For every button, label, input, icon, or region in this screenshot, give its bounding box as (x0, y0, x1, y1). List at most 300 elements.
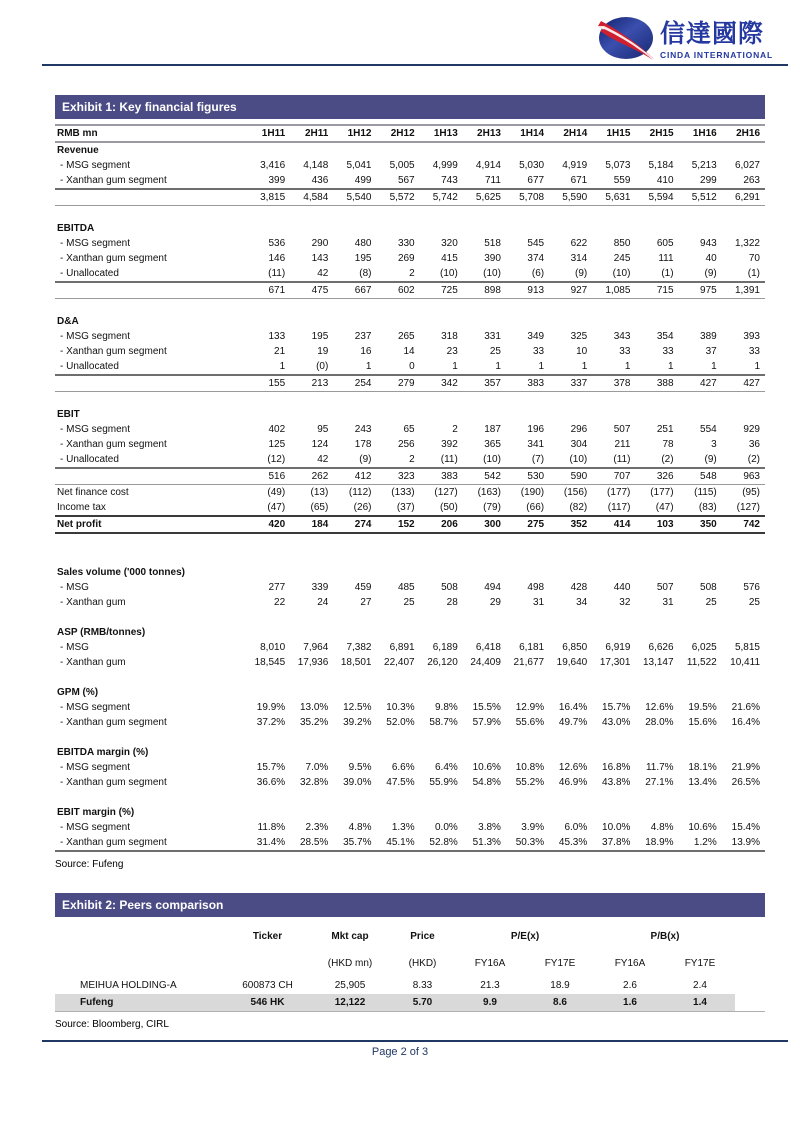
cell-value: 671 (247, 282, 290, 299)
cell-value (333, 745, 376, 760)
cinda-logo-icon (597, 15, 655, 66)
cell-value (506, 142, 549, 158)
cell-value (463, 142, 506, 158)
cell-value (290, 685, 333, 700)
cell-value: 1.2% (679, 835, 722, 851)
cell-value: 25 (489, 346, 501, 357)
cell-value (420, 142, 463, 158)
cell-value (722, 142, 765, 158)
row-label: - Xanthan gum (60, 597, 126, 608)
cell-value: 14 (403, 346, 415, 357)
cell-value: 42 (317, 454, 329, 465)
table-row (55, 835, 765, 851)
cell-value: 8,010 (260, 642, 286, 653)
cell-value: (117) (607, 502, 631, 513)
row-label: GPM (%) (57, 687, 99, 698)
cell-value: 28 (446, 597, 458, 608)
cell-value: 393 (743, 331, 760, 342)
cell-value: 237 (354, 331, 372, 342)
cell-value: 22 (274, 597, 286, 608)
cell-value: 508 (441, 582, 458, 593)
cell-value (635, 625, 678, 640)
cell-value: 1 (279, 361, 286, 372)
cell-value (376, 142, 419, 158)
cell-value: 51.3% (463, 835, 506, 851)
cell-value: 415 (441, 253, 458, 264)
cell-value: 26,120 (427, 657, 458, 668)
cell-value: 314 (570, 253, 588, 264)
cell-value: 671 (570, 175, 588, 186)
row-label: EBIT (57, 409, 80, 420)
peers-subheader-price-unit: (HKD) (408, 957, 437, 969)
cell-value (722, 805, 765, 820)
cell-value: 13.9% (722, 835, 765, 851)
cell-value: 341 (527, 439, 545, 450)
cell-value: (163) (477, 487, 501, 498)
cell-value (247, 407, 290, 422)
cell-value (679, 685, 722, 700)
exhibit1-table (55, 124, 765, 852)
cell-value: 354 (656, 331, 674, 342)
exhibit1-table-head (55, 125, 765, 142)
cell-value: 18.9% (635, 835, 678, 851)
row-label: - MSG (60, 642, 89, 653)
cell-value: 7,382 (346, 642, 372, 653)
peer-row (55, 994, 765, 1012)
row-label: ASP (RMB/tonnes) (57, 627, 146, 638)
cell-value: 58.7% (429, 717, 458, 728)
cell-value: 5,041 (346, 160, 372, 171)
cell-value (722, 314, 765, 329)
peer-pb17: 2.4 (693, 980, 707, 991)
row-label: - MSG segment (60, 702, 131, 713)
cell-value (679, 745, 722, 760)
cell-value: 323 (376, 468, 419, 485)
cell-value: 390 (484, 253, 501, 264)
cell-value: 622 (570, 238, 588, 249)
cell-value: (10) (612, 268, 631, 279)
cell-value: 133 (268, 331, 286, 342)
cell-value (549, 142, 592, 158)
table-row (55, 314, 765, 329)
row-label: - MSG segment (60, 331, 131, 342)
cell-value: 3 (711, 439, 717, 450)
row-label (55, 189, 247, 206)
cell-value: 6,626 (648, 642, 674, 653)
cell-value: 711 (484, 175, 501, 186)
table-row (55, 565, 765, 580)
cell-value (549, 314, 592, 329)
exhibit-1-source: Source: Fufeng (55, 859, 124, 870)
cell-value: 15.7% (256, 762, 286, 773)
cell-value: 350 (679, 516, 722, 533)
cell-value (376, 745, 419, 760)
cell-value: 11.8% (257, 822, 286, 833)
cell-value: (11) (613, 454, 631, 465)
cell-value: 195 (311, 331, 329, 342)
cell-value: 37.8% (592, 835, 635, 851)
cell-value: 743 (441, 175, 458, 186)
cell-value: 50.3% (506, 835, 549, 851)
cell-value: 29 (489, 597, 501, 608)
cell-value: 1.3% (391, 822, 415, 833)
exhibit-2 (55, 893, 765, 1030)
cell-value: (190) (520, 487, 545, 498)
table-row (55, 580, 765, 595)
cell-value: 2.3% (305, 822, 329, 833)
cell-value (247, 565, 290, 580)
cell-value (333, 625, 376, 640)
cell-value: 269 (397, 253, 415, 264)
cell-value (290, 625, 333, 640)
cell-value: 16.4% (731, 717, 760, 728)
cell-value: 1 (711, 361, 717, 372)
row-label: - Xanthan gum segment (55, 835, 247, 851)
row-label: D&A (57, 316, 79, 327)
peers-header-empty (55, 923, 225, 949)
cell-value: 507 (656, 582, 674, 593)
row-label: - Xanthan gum segment (60, 717, 167, 728)
table-row (55, 745, 765, 760)
cell-value: 10.3% (386, 702, 415, 713)
cell-value (592, 805, 635, 820)
cell-value: 43.8% (602, 777, 631, 788)
cell-value: (10) (483, 454, 501, 465)
cell-value (463, 221, 506, 236)
cell-value: 554 (700, 424, 717, 435)
cell-value: 49.7% (558, 717, 588, 728)
cell-value (506, 685, 549, 700)
period-header: 1H16 (679, 125, 722, 142)
header-rule (42, 64, 788, 66)
cell-value: 299 (700, 175, 717, 186)
cell-value: 21,677 (513, 657, 545, 668)
peer-pe17: 8.6 (525, 994, 595, 1012)
cell-value (463, 625, 506, 640)
cell-value: 195 (354, 253, 372, 264)
cell-value: 5,184 (648, 160, 674, 171)
table-row (55, 595, 765, 610)
cell-value (592, 221, 635, 236)
cell-value: 146 (268, 253, 286, 264)
cell-value: 256 (397, 439, 415, 450)
period-header: 2H16 (722, 125, 765, 142)
table-row (55, 251, 765, 266)
cell-value: 414 (592, 516, 635, 533)
cell-value: 374 (527, 253, 545, 264)
row-label (55, 375, 247, 392)
cell-value (290, 745, 333, 760)
cell-value: 6,025 (691, 642, 717, 653)
table-row (55, 142, 765, 158)
cell-value: 6,850 (562, 642, 588, 653)
cell-value: 40 (705, 253, 717, 264)
period-header: 2H13 (463, 125, 506, 142)
cell-value: 605 (656, 238, 674, 249)
cell-value: 55.9% (429, 777, 458, 788)
cell-value (290, 221, 333, 236)
cell-value: 412 (333, 468, 376, 485)
unit-label: RMB mn (55, 125, 247, 142)
cell-value: 383 (506, 375, 549, 392)
cell-value: (11) (440, 454, 458, 465)
cell-value: (1) (661, 268, 674, 279)
cell-value: 440 (613, 582, 631, 593)
cell-value: 10.6% (688, 822, 717, 833)
cell-value (290, 142, 333, 158)
cell-value: 32.8% (299, 777, 329, 788)
cell-value: 21.6% (731, 702, 760, 713)
cell-value: (127) (434, 487, 458, 498)
cell-value: 277 (268, 582, 286, 593)
cell-value: (0) (316, 361, 329, 372)
cell-value: 5,631 (592, 189, 635, 206)
cell-value: (66) (526, 502, 545, 513)
cell-value: 5,742 (420, 189, 463, 206)
cell-value: 1 (538, 361, 545, 372)
cell-value: 715 (635, 282, 678, 299)
cell-value (722, 745, 765, 760)
exhibit-2-source: Source: Bloomberg, CIRL (55, 1019, 169, 1030)
cell-value (333, 805, 376, 820)
cell-value: 545 (527, 238, 545, 249)
cell-value: 1,322 (734, 238, 760, 249)
cell-value: (50) (439, 502, 458, 513)
exhibit2-table (55, 923, 765, 1012)
peers-header-pe: P/E(x) (510, 930, 540, 942)
table-row (55, 533, 765, 565)
row-label: - MSG segment (60, 822, 131, 833)
cell-value: 402 (268, 424, 286, 435)
cell-value: (47) (655, 502, 674, 513)
row-label: - MSG segment (60, 238, 131, 249)
peer-pe16: 9.9 (455, 994, 525, 1012)
cell-value: 410 (656, 175, 674, 186)
cell-value: 31.4% (247, 835, 290, 851)
cell-value: 331 (484, 331, 501, 342)
cell-value: 320 (441, 238, 458, 249)
cell-value: 494 (484, 582, 501, 593)
table-row (55, 805, 765, 820)
peer-row (55, 977, 765, 994)
cell-value: (156) (563, 487, 588, 498)
cell-value: 36 (748, 439, 760, 450)
cell-value: (7) (531, 454, 545, 465)
cell-value (635, 142, 678, 158)
cell-value: 33 (748, 346, 760, 357)
cell-value (333, 565, 376, 580)
cell-value: 28.5% (290, 835, 333, 851)
cell-value: 5,030 (519, 160, 545, 171)
cell-value: 24 (317, 597, 329, 608)
cell-value: 10.8% (515, 762, 545, 773)
cell-value: 975 (679, 282, 722, 299)
table-row (55, 437, 765, 452)
row-label (55, 282, 247, 299)
row-label: Income tax (57, 502, 106, 513)
cell-value: 6,181 (519, 642, 545, 653)
cell-value: 184 (290, 516, 333, 533)
cell-value: 304 (570, 439, 588, 450)
cell-value: 6.0% (564, 822, 588, 833)
cell-value: 1 (668, 361, 674, 372)
cell-value: (112) (348, 487, 372, 498)
cell-value (635, 805, 678, 820)
cell-value: 296 (570, 424, 588, 435)
cell-value: (47) (267, 502, 286, 513)
cell-value: 677 (527, 175, 545, 186)
cell-value: 480 (354, 238, 372, 249)
cell-value: 516 (247, 468, 290, 485)
cell-value (549, 805, 592, 820)
row-label: - MSG segment (60, 160, 131, 171)
period-header: 2H15 (635, 125, 678, 142)
table-row (55, 670, 765, 685)
table-row (55, 685, 765, 700)
cell-value (247, 314, 290, 329)
logo-text (660, 21, 773, 60)
row-label: - MSG segment (60, 762, 131, 773)
cell-value: 35.2% (299, 717, 329, 728)
cell-value (679, 314, 722, 329)
table-row (55, 422, 765, 437)
cell-value: 913 (506, 282, 549, 299)
cell-value: 18,501 (340, 657, 372, 668)
cell-value: 4,584 (290, 189, 333, 206)
cell-value: 6,189 (432, 642, 458, 653)
cell-value: 32 (619, 597, 631, 608)
cell-value: (9) (575, 268, 588, 279)
row-label: - Xanthan gum segment (60, 777, 167, 788)
peers-subheader-pb-fy16a: FY16A (614, 957, 646, 969)
cell-value (549, 407, 592, 422)
footer-rule (42, 1040, 788, 1042)
cell-value: 21.9% (731, 762, 760, 773)
cell-value (247, 625, 290, 640)
cell-value: 4,999 (432, 160, 458, 171)
peers-subheader-pe-fy16a: FY16A (474, 957, 506, 969)
cell-value: (9) (704, 454, 717, 465)
cell-value: 378 (592, 375, 635, 392)
cell-value: 559 (613, 175, 631, 186)
cell-value: 37.2% (256, 717, 286, 728)
table-row (55, 282, 765, 299)
cell-value: 898 (463, 282, 506, 299)
cell-value: 5,590 (549, 189, 592, 206)
exhibit-2-title-bar: Exhibit 2: Peers comparison (55, 893, 765, 917)
cell-value (679, 565, 722, 580)
cell-value: 33 (619, 346, 631, 357)
cell-value: 6.4% (434, 762, 458, 773)
cell-value: 78 (662, 439, 674, 450)
cell-value: 55.6% (515, 717, 545, 728)
cell-value: 1,085 (592, 282, 635, 299)
cell-value (376, 625, 419, 640)
cell-value (592, 314, 635, 329)
row-label: - Xanthan gum (60, 657, 126, 668)
table-row (55, 700, 765, 715)
cell-value: 245 (613, 253, 631, 264)
cell-value: 274 (333, 516, 376, 533)
cell-value: 15.6% (688, 717, 717, 728)
cell-value: 707 (592, 468, 635, 485)
cell-value: (10) (483, 268, 501, 279)
cell-value: 602 (376, 282, 419, 299)
cell-value (376, 565, 419, 580)
cell-value (679, 142, 722, 158)
cell-value (420, 407, 463, 422)
cell-value: 4,914 (475, 160, 501, 171)
cell-value (376, 805, 419, 820)
period-header: 1H15 (592, 125, 635, 142)
cell-value (420, 805, 463, 820)
cell-value: 263 (743, 175, 760, 186)
row-label (55, 468, 247, 485)
cell-value: 13,147 (642, 657, 674, 668)
row-label: - MSG (60, 582, 89, 593)
cell-value: 37 (705, 346, 717, 357)
cell-value: 27.1% (645, 777, 674, 788)
cell-value: 357 (463, 375, 506, 392)
cell-value: 36.6% (256, 777, 286, 788)
cell-value: 318 (441, 331, 458, 342)
cell-value: 4,148 (303, 160, 329, 171)
cell-value: 943 (700, 238, 717, 249)
cell-value (549, 625, 592, 640)
cell-value: 262 (290, 468, 333, 485)
cell-value: 343 (613, 331, 631, 342)
cell-value: 325 (570, 331, 588, 342)
table-row (55, 452, 765, 468)
peers-header-pb: P/B(x) (650, 930, 680, 942)
cell-value (592, 407, 635, 422)
column-header-row (55, 125, 765, 142)
cell-value: 339 (311, 582, 329, 593)
cell-value: (13) (310, 487, 329, 498)
cell-value: 1 (624, 361, 631, 372)
cell-value: 10 (576, 346, 588, 357)
row-label: - Unallocated (60, 268, 119, 279)
table-row (55, 407, 765, 422)
cell-value: 6,418 (475, 642, 501, 653)
peers-subheader-pe-fy17e: FY17E (544, 957, 576, 969)
row-label: EBITDA margin (%) (57, 747, 149, 758)
peer-price: 8.33 (412, 980, 433, 991)
cell-value: (10) (569, 454, 588, 465)
cell-value: 143 (311, 253, 329, 264)
cell-value (333, 685, 376, 700)
cell-value (635, 745, 678, 760)
cell-value: 300 (463, 516, 506, 533)
cell-value: 498 (527, 582, 545, 593)
cell-value: (10) (439, 268, 458, 279)
cell-value: 22,407 (384, 657, 415, 668)
cell-value (722, 625, 765, 640)
cell-value (376, 685, 419, 700)
row-label: - Xanthan gum segment (60, 346, 167, 357)
row-label: - Xanthan gum segment (60, 175, 167, 186)
table-row (55, 375, 765, 392)
cell-value: 330 (397, 238, 415, 249)
peers-subheader-pb-fy17e: FY17E (684, 957, 716, 969)
cell-value: 518 (484, 238, 501, 249)
cell-value: (177) (607, 487, 631, 498)
cell-value: 5,005 (389, 160, 415, 171)
row-label: Net profit (55, 516, 247, 533)
cell-value: 111 (658, 253, 674, 264)
cell-value: 124 (311, 439, 329, 450)
cell-value (506, 805, 549, 820)
